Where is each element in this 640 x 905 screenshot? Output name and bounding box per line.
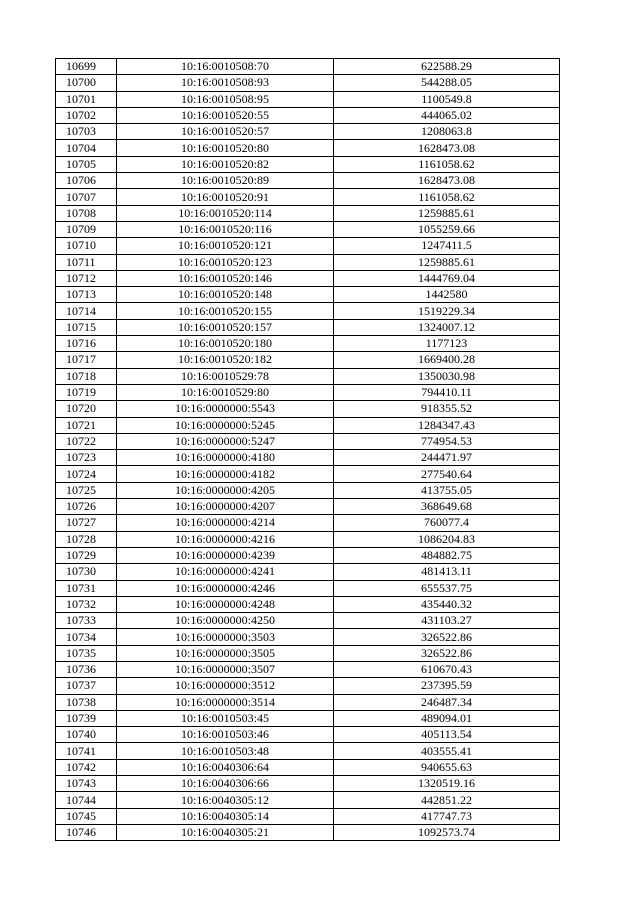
cadastral-number-cell: 10:16:0010520:82 <box>117 156 334 172</box>
value-cell: 544288.05 <box>334 75 560 91</box>
cadastral-number-cell: 10:16:0000000:4180 <box>117 450 334 466</box>
row-id-cell: 10706 <box>56 173 117 189</box>
row-id-cell: 10726 <box>56 499 117 515</box>
table-row <box>56 59 560 75</box>
row-id-cell: 10718 <box>56 368 117 384</box>
cadastral-number-cell: 10:16:0040305:12 <box>117 792 334 808</box>
table-row <box>56 596 560 612</box>
cadastral-number-cell: 10:16:0000000:5247 <box>117 433 334 449</box>
value-cell: 368649.68 <box>334 499 560 515</box>
table-row <box>56 254 560 270</box>
row-id-cell: 10733 <box>56 613 117 629</box>
row-id-cell: 10740 <box>56 727 117 743</box>
table-row <box>56 710 560 726</box>
value-cell: 244471.97 <box>334 450 560 466</box>
row-id-cell: 10724 <box>56 466 117 482</box>
row-id-cell: 10735 <box>56 645 117 661</box>
table-row <box>56 661 560 677</box>
cadastral-number-cell: 10:16:0000000:4207 <box>117 499 334 515</box>
table-row <box>56 270 560 286</box>
row-id-cell: 10710 <box>56 238 117 254</box>
table-row <box>56 368 560 384</box>
value-cell: 489094.01 <box>334 710 560 726</box>
cadastral-number-cell: 10:16:0010529:78 <box>117 368 334 384</box>
table-row <box>56 238 560 254</box>
data-table <box>55 58 560 841</box>
table-row <box>56 531 560 547</box>
row-id-cell: 10711 <box>56 254 117 270</box>
row-id-cell: 10714 <box>56 303 117 319</box>
row-id-cell: 10719 <box>56 384 117 400</box>
table-row <box>56 776 560 792</box>
value-cell: 444065.02 <box>334 107 560 123</box>
value-cell: 1161058.62 <box>334 156 560 172</box>
cadastral-number-cell: 10:16:0040306:66 <box>117 776 334 792</box>
row-id-cell: 10703 <box>56 124 117 140</box>
value-cell: 1259885.61 <box>334 254 560 270</box>
table-row <box>56 336 560 352</box>
value-cell: 1247411.5 <box>334 238 560 254</box>
cadastral-number-cell: 10:16:0000000:4205 <box>117 482 334 498</box>
row-id-cell: 10731 <box>56 580 117 596</box>
value-cell: 1100549.8 <box>334 91 560 107</box>
value-cell: 1055259.66 <box>334 221 560 237</box>
row-id-cell: 10721 <box>56 417 117 433</box>
row-id-cell: 10738 <box>56 694 117 710</box>
cadastral-number-cell: 10:16:0010520:123 <box>117 254 334 270</box>
row-id-cell: 10730 <box>56 564 117 580</box>
cadastral-number-cell: 10:16:0000000:4214 <box>117 515 334 531</box>
value-cell: 1320519.16 <box>334 776 560 792</box>
cadastral-number-cell: 10:16:0010520:121 <box>117 238 334 254</box>
cadastral-number-cell: 10:16:0000000:3512 <box>117 678 334 694</box>
cadastral-number-cell: 10:16:0010508:70 <box>117 59 334 75</box>
value-cell: 1086204.83 <box>334 531 560 547</box>
row-id-cell: 10716 <box>56 336 117 352</box>
table-row <box>56 189 560 205</box>
row-id-cell: 10742 <box>56 759 117 775</box>
table-row <box>56 629 560 645</box>
row-id-cell: 10745 <box>56 808 117 824</box>
cadastral-number-cell: 10:16:0010520:180 <box>117 336 334 352</box>
table-row <box>56 482 560 498</box>
value-cell: 794410.11 <box>334 384 560 400</box>
value-cell: 1177123 <box>334 336 560 352</box>
value-cell: 1092573.74 <box>334 824 560 840</box>
row-id-cell: 10713 <box>56 287 117 303</box>
cadastral-number-cell: 10:16:0000000:3503 <box>117 629 334 645</box>
cadastral-number-cell: 10:16:0000000:4248 <box>117 596 334 612</box>
cadastral-number-cell: 10:16:0000000:5245 <box>117 417 334 433</box>
cadastral-number-cell: 10:16:0000000:4241 <box>117 564 334 580</box>
table-row <box>56 792 560 808</box>
cadastral-number-cell: 10:16:0010520:155 <box>117 303 334 319</box>
table-row <box>56 287 560 303</box>
row-id-cell: 10727 <box>56 515 117 531</box>
row-id-cell: 10734 <box>56 629 117 645</box>
value-cell: 431103.27 <box>334 613 560 629</box>
value-cell: 1628473.08 <box>334 140 560 156</box>
row-id-cell: 10700 <box>56 75 117 91</box>
row-id-cell: 10725 <box>56 482 117 498</box>
cadastral-number-cell: 10:16:0010503:48 <box>117 743 334 759</box>
row-id-cell: 10744 <box>56 792 117 808</box>
row-id-cell: 10736 <box>56 661 117 677</box>
row-id-cell: 10704 <box>56 140 117 156</box>
cadastral-number-cell: 10:16:0010508:95 <box>117 91 334 107</box>
value-cell: 1442580 <box>334 287 560 303</box>
row-id-cell: 10732 <box>56 596 117 612</box>
table-row <box>56 384 560 400</box>
table-row <box>56 547 560 563</box>
value-cell: 237395.59 <box>334 678 560 694</box>
row-id-cell: 10707 <box>56 189 117 205</box>
row-id-cell: 10712 <box>56 270 117 286</box>
cadastral-number-cell: 10:16:0040305:21 <box>117 824 334 840</box>
cadastral-number-cell: 10:16:0010520:80 <box>117 140 334 156</box>
value-cell: 442851.22 <box>334 792 560 808</box>
row-id-cell: 10705 <box>56 156 117 172</box>
table-row <box>56 694 560 710</box>
table-row <box>56 221 560 237</box>
cadastral-number-cell: 10:16:0010520:55 <box>117 107 334 123</box>
cadastral-number-cell: 10:16:0010529:80 <box>117 384 334 400</box>
table-row <box>56 466 560 482</box>
cadastral-number-cell: 10:16:0010520:89 <box>117 173 334 189</box>
cadastral-number-cell: 10:16:0010520:114 <box>117 205 334 221</box>
value-cell: 1519229.34 <box>334 303 560 319</box>
value-cell: 484882.75 <box>334 547 560 563</box>
row-id-cell: 10741 <box>56 743 117 759</box>
value-cell: 760077.4 <box>334 515 560 531</box>
value-cell: 326522.86 <box>334 629 560 645</box>
cadastral-number-cell: 10:16:0000000:4250 <box>117 613 334 629</box>
value-cell: 405113.54 <box>334 727 560 743</box>
table-row <box>56 173 560 189</box>
value-cell: 413755.05 <box>334 482 560 498</box>
row-id-cell: 10699 <box>56 59 117 75</box>
row-id-cell: 10701 <box>56 91 117 107</box>
table-body <box>56 59 560 841</box>
value-cell: 918355.52 <box>334 401 560 417</box>
cadastral-number-cell: 10:16:0010520:182 <box>117 352 334 368</box>
row-id-cell: 10715 <box>56 319 117 335</box>
cadastral-number-cell: 10:16:0000000:4239 <box>117 547 334 563</box>
value-cell: 1350030.98 <box>334 368 560 384</box>
table-row <box>56 564 560 580</box>
table-row <box>56 303 560 319</box>
table-row <box>56 91 560 107</box>
value-cell: 1161058.62 <box>334 189 560 205</box>
value-cell: 326522.86 <box>334 645 560 661</box>
value-cell: 1444769.04 <box>334 270 560 286</box>
table-row <box>56 319 560 335</box>
row-id-cell: 10739 <box>56 710 117 726</box>
row-id-cell: 10709 <box>56 221 117 237</box>
value-cell: 940655.63 <box>334 759 560 775</box>
row-id-cell: 10746 <box>56 824 117 840</box>
row-id-cell: 10702 <box>56 107 117 123</box>
table-row <box>56 613 560 629</box>
cadastral-number-cell: 10:16:0000000:3507 <box>117 661 334 677</box>
value-cell: 277540.64 <box>334 466 560 482</box>
value-cell: 435440.32 <box>334 596 560 612</box>
table-row <box>56 808 560 824</box>
table-row <box>56 352 560 368</box>
table-row <box>56 580 560 596</box>
table-row <box>56 450 560 466</box>
cadastral-number-cell: 10:16:0010520:146 <box>117 270 334 286</box>
value-cell: 655537.75 <box>334 580 560 596</box>
cadastral-number-cell: 10:16:0010520:157 <box>117 319 334 335</box>
cadastral-number-cell: 10:16:0010520:91 <box>117 189 334 205</box>
cadastral-number-cell: 10:16:0040305:14 <box>117 808 334 824</box>
row-id-cell: 10720 <box>56 401 117 417</box>
cadastral-number-cell: 10:16:0010520:148 <box>117 287 334 303</box>
cadastral-number-cell: 10:16:0010508:93 <box>117 75 334 91</box>
value-cell: 1208063.8 <box>334 124 560 140</box>
row-id-cell: 10737 <box>56 678 117 694</box>
cadastral-number-cell: 10:16:0010503:45 <box>117 710 334 726</box>
table-row <box>56 759 560 775</box>
cadastral-number-cell: 10:16:0000000:4246 <box>117 580 334 596</box>
table-row <box>56 824 560 840</box>
value-cell: 622588.29 <box>334 59 560 75</box>
row-id-cell: 10722 <box>56 433 117 449</box>
table-row <box>56 401 560 417</box>
table-row <box>56 678 560 694</box>
cadastral-number-cell: 10:16:0000000:4182 <box>117 466 334 482</box>
value-cell: 417747.73 <box>334 808 560 824</box>
value-cell: 1324007.12 <box>334 319 560 335</box>
table-row <box>56 743 560 759</box>
table-row <box>56 124 560 140</box>
table-row <box>56 107 560 123</box>
cadastral-number-cell: 10:16:0000000:5543 <box>117 401 334 417</box>
cadastral-number-cell: 10:16:0000000:3514 <box>117 694 334 710</box>
table-row <box>56 75 560 91</box>
row-id-cell: 10708 <box>56 205 117 221</box>
row-id-cell: 10717 <box>56 352 117 368</box>
table-row <box>56 645 560 661</box>
row-id-cell: 10729 <box>56 547 117 563</box>
value-cell: 481413.11 <box>334 564 560 580</box>
value-cell: 403555.41 <box>334 743 560 759</box>
table-row <box>56 156 560 172</box>
cadastral-number-cell: 10:16:0010503:46 <box>117 727 334 743</box>
cadastral-number-cell: 10:16:0040306:64 <box>117 759 334 775</box>
value-cell: 1259885.61 <box>334 205 560 221</box>
value-cell: 1628473.08 <box>334 173 560 189</box>
row-id-cell: 10728 <box>56 531 117 547</box>
value-cell: 246487.34 <box>334 694 560 710</box>
value-cell: 1669400.28 <box>334 352 560 368</box>
table-row <box>56 515 560 531</box>
value-cell: 610670.43 <box>334 661 560 677</box>
cadastral-number-cell: 10:16:0000000:4216 <box>117 531 334 547</box>
row-id-cell: 10723 <box>56 450 117 466</box>
value-cell: 1284347.43 <box>334 417 560 433</box>
table-row <box>56 433 560 449</box>
table-row <box>56 140 560 156</box>
table-row <box>56 727 560 743</box>
table-row <box>56 205 560 221</box>
value-cell: 774954.53 <box>334 433 560 449</box>
cadastral-number-cell: 10:16:0010520:116 <box>117 221 334 237</box>
table-row <box>56 499 560 515</box>
table-row <box>56 417 560 433</box>
row-id-cell: 10743 <box>56 776 117 792</box>
cadastral-number-cell: 10:16:0010520:57 <box>117 124 334 140</box>
cadastral-number-cell: 10:16:0000000:3505 <box>117 645 334 661</box>
